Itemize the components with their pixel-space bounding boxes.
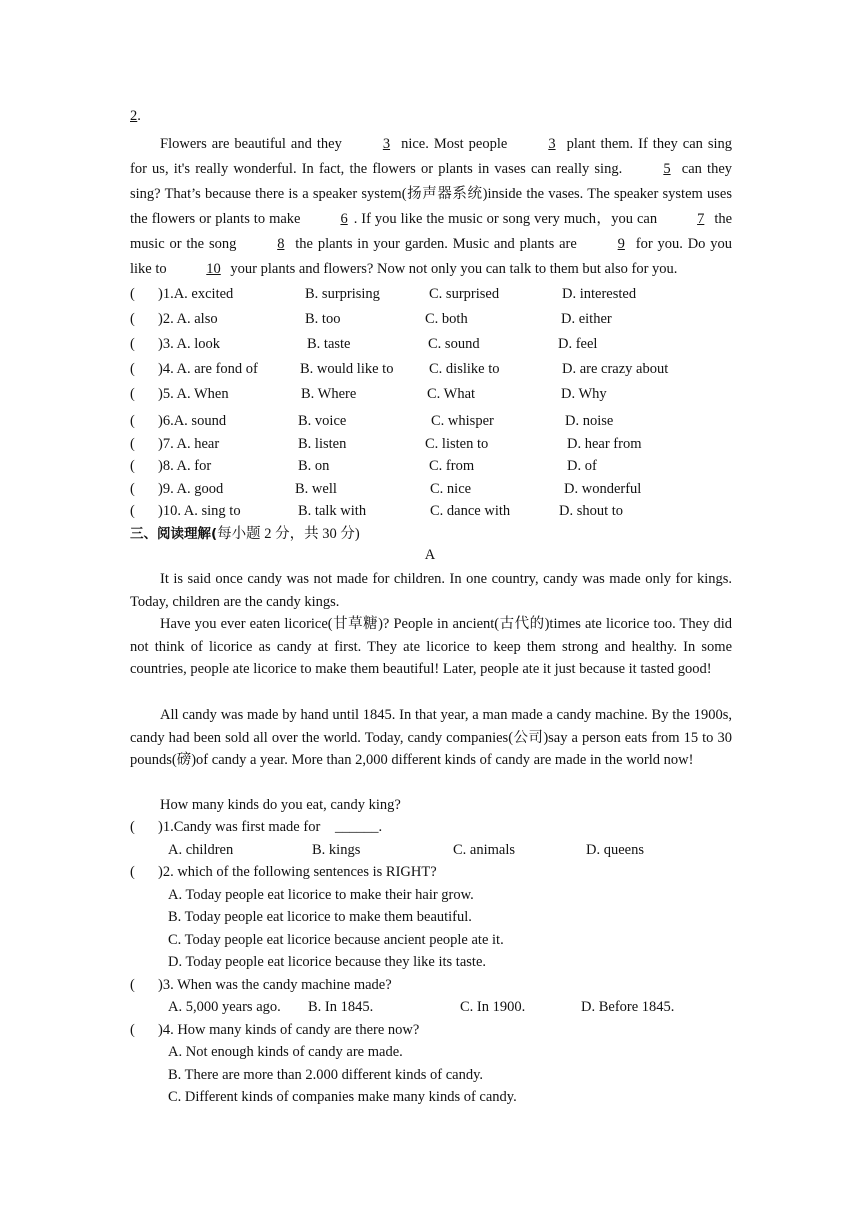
option-c: C. whisper xyxy=(431,413,494,429)
option-b: B. talk with xyxy=(298,503,367,519)
option-a: )4. A. are fond of xyxy=(158,361,258,377)
answer-paren[interactable]: ( xyxy=(130,864,135,880)
option-c: C. animals xyxy=(453,842,516,858)
reading-question-4 xyxy=(130,1019,750,1041)
option-c: C. Different kinds of companies make many kinds of candy. xyxy=(168,1089,517,1105)
reading-question-3-options xyxy=(130,996,750,1018)
option-a: )6.A. sound xyxy=(158,413,227,429)
reading-paragraph-2: Have you ever eaten licorice(甘草糖)? People in ancient(古代的)times ate licorice too. They did not think of licorice as candy at first. They ate licorice to keep them strong and healthy. In some countries, people ate licorice to make them beautiful! Later, people ate it just because it tasted good! xyxy=(130,616,732,678)
cloze-question-7 xyxy=(130,433,750,455)
option-c: C. sound xyxy=(428,336,480,352)
answer-paren[interactable]: ( xyxy=(130,977,135,993)
blank-6: 8 xyxy=(277,236,285,252)
option-b: B. on xyxy=(298,458,330,474)
option-b: B. would like to xyxy=(300,361,394,377)
cloze-question-6 xyxy=(130,410,750,432)
question-stem: )1.Candy was first made for xyxy=(158,819,321,835)
option-b: B. listen xyxy=(298,436,347,452)
answer-paren[interactable]: ( xyxy=(130,458,135,474)
answer-paren[interactable]: ( xyxy=(130,311,135,327)
option-d: D. either xyxy=(561,311,612,327)
option-d: D. interested xyxy=(562,286,637,302)
passage-text: plant them. If they can sing for us, it's really wonderful. In fact, the flowers or plants in vases can really sing. xyxy=(130,136,733,177)
cloze-question-1 xyxy=(130,283,750,305)
reading-question-2 xyxy=(130,861,750,883)
cloze-question-8 xyxy=(130,455,750,477)
option-c: C. dislike to xyxy=(429,361,500,377)
reading-question-3 xyxy=(130,974,750,996)
option-c: C. nice xyxy=(430,481,472,497)
option-c: C. listen to xyxy=(425,436,489,452)
option-c: C. surprised xyxy=(429,286,500,302)
option-a: A. children xyxy=(168,842,234,858)
section-number-suffix: . xyxy=(137,108,141,124)
option-d: D. are crazy about xyxy=(562,361,669,377)
question-stem: )2. which of the following sentences is RIGHT? xyxy=(158,864,437,880)
option-d: D. noise xyxy=(565,413,614,429)
cloze-question-5 xyxy=(130,383,750,405)
passage-text: can they sing? That’s because there is a speaker system(扬声器系统)inside the vases. The speaker system uses the flowers or plants to make xyxy=(130,161,733,227)
answer-blank: ______. xyxy=(335,819,383,835)
option-d: D. wonderful xyxy=(564,481,642,497)
answer-paren[interactable]: ( xyxy=(130,481,135,497)
blank-3: 5 xyxy=(663,161,671,177)
cloze-question-10 xyxy=(130,500,750,522)
section-number-text: 2 xyxy=(130,108,138,124)
option-a: )1.A. excited xyxy=(158,286,234,302)
answer-paren[interactable]: ( xyxy=(130,413,135,429)
option-b: B. voice xyxy=(298,413,347,429)
passage-text: Flowers are beautiful and they xyxy=(160,136,342,152)
option-c: C. What xyxy=(427,386,476,402)
option-b: B. Today people eat licorice to make them beautiful. xyxy=(168,909,472,925)
blank-2: 3 xyxy=(548,136,556,152)
option-b: B. taste xyxy=(307,336,351,352)
option-b: B. Where xyxy=(301,386,357,402)
option-b: B. too xyxy=(305,311,341,327)
option-a: )2. A. also xyxy=(158,311,218,327)
option-d: D. of xyxy=(567,458,597,474)
cloze-question-3 xyxy=(130,333,750,355)
option-d: D. shout to xyxy=(559,503,624,519)
reading-question-1 xyxy=(130,816,750,838)
option-a: )10. A. sing to xyxy=(158,503,241,519)
passage-text: the plants in your garden. Music and plants are xyxy=(295,236,577,252)
answer-paren[interactable]: ( xyxy=(130,819,135,835)
cloze-passage xyxy=(130,132,732,282)
option-a: )9. A. good xyxy=(158,481,224,497)
answer-paren[interactable]: ( xyxy=(130,286,135,302)
passage-text: for you. Do you like to xyxy=(130,236,733,277)
blank-7: 9 xyxy=(617,236,625,252)
option-d: D. Today people eat licorice because they like its taste. xyxy=(168,954,487,970)
answer-paren[interactable]: ( xyxy=(130,336,135,352)
option-a: )7. A. hear xyxy=(158,436,220,452)
reading-question-1-options xyxy=(130,839,750,861)
option-a: )3. A. look xyxy=(158,336,221,352)
option-b: B. well xyxy=(295,481,337,497)
option-d: D. Before 1845. xyxy=(581,999,675,1015)
reading-paragraph-3: All candy was made by hand until 1845. In that year, a man made a candy machine. By the 1900s, candy had been sold all over the world. Today, candy companies(公司)say a person eats from 15 to 30 pounds(磅)of candy a year. More than 2,000 different kinds of candy are made in the world now! xyxy=(130,707,732,769)
question-stem: )3. When was the candy machine made? xyxy=(158,977,392,993)
option-a: )5. A. When xyxy=(158,386,229,402)
passage-text: the music or the song xyxy=(130,211,733,252)
option-c: C. both xyxy=(425,311,468,327)
option-d: D. Why xyxy=(561,386,607,402)
answer-paren[interactable]: ( xyxy=(130,386,135,402)
passage-title: A xyxy=(424,547,436,563)
option-c: C. from xyxy=(429,458,475,474)
option-c: C. In 1900. xyxy=(460,999,526,1015)
answer-paren[interactable]: ( xyxy=(130,1022,135,1038)
reading-paragraph-4: How many kinds do you eat, candy king? xyxy=(160,797,401,813)
section-heading xyxy=(130,522,360,543)
passage-text: nice. Most people xyxy=(401,136,508,152)
cloze-question-9 xyxy=(130,478,750,500)
passage-text: . If you like the music or song very much，you can xyxy=(353,211,658,227)
option-a: A. 5,000 years ago. xyxy=(168,999,281,1015)
option-b: B. In 1845. xyxy=(308,999,374,1015)
answer-paren[interactable]: ( xyxy=(130,436,135,452)
option-a: A. Today people eat licorice to make their hair grow. xyxy=(168,887,474,903)
option-a: A. Not enough kinds of candy are made. xyxy=(168,1044,403,1060)
option-b: B. kings xyxy=(312,842,361,858)
blank-4: 6 xyxy=(340,211,348,227)
option-d: D. queens xyxy=(586,842,644,858)
cloze-question-4 xyxy=(130,358,750,380)
option-d: D. hear from xyxy=(567,436,642,452)
option-b: B. There are more than 2.000 different kinds of candy. xyxy=(168,1067,484,1083)
option-c: C. Today people eat licorice because ancient people ate it. xyxy=(168,932,504,948)
passage-text: your plants and flowers? Now not only you can talk to them but also for you. xyxy=(230,261,678,277)
cloze-question-2 xyxy=(130,308,750,330)
blank-8: 10 xyxy=(206,261,221,277)
blank-1: 3 xyxy=(382,136,391,152)
answer-paren[interactable]: ( xyxy=(130,503,135,519)
question-stem: )4. How many kinds of candy are there now? xyxy=(158,1022,420,1038)
answer-paren[interactable]: ( xyxy=(130,361,135,377)
reading-paragraph-1: It is said once candy was not made for children. In one country, candy was made only for kings. Today, children are the candy kings. xyxy=(130,571,732,610)
option-b: B. surprising xyxy=(305,286,380,302)
option-a: )8. A. for xyxy=(158,458,212,474)
option-d: D. feel xyxy=(558,336,598,352)
section-heading-text: 三、阅读理解( xyxy=(130,526,218,542)
blank-5: 7 xyxy=(697,211,705,227)
option-c: C. dance with xyxy=(430,503,511,519)
section-number xyxy=(130,108,141,125)
section-score-note: 每小题 2 分，共 30 分) xyxy=(217,526,360,542)
